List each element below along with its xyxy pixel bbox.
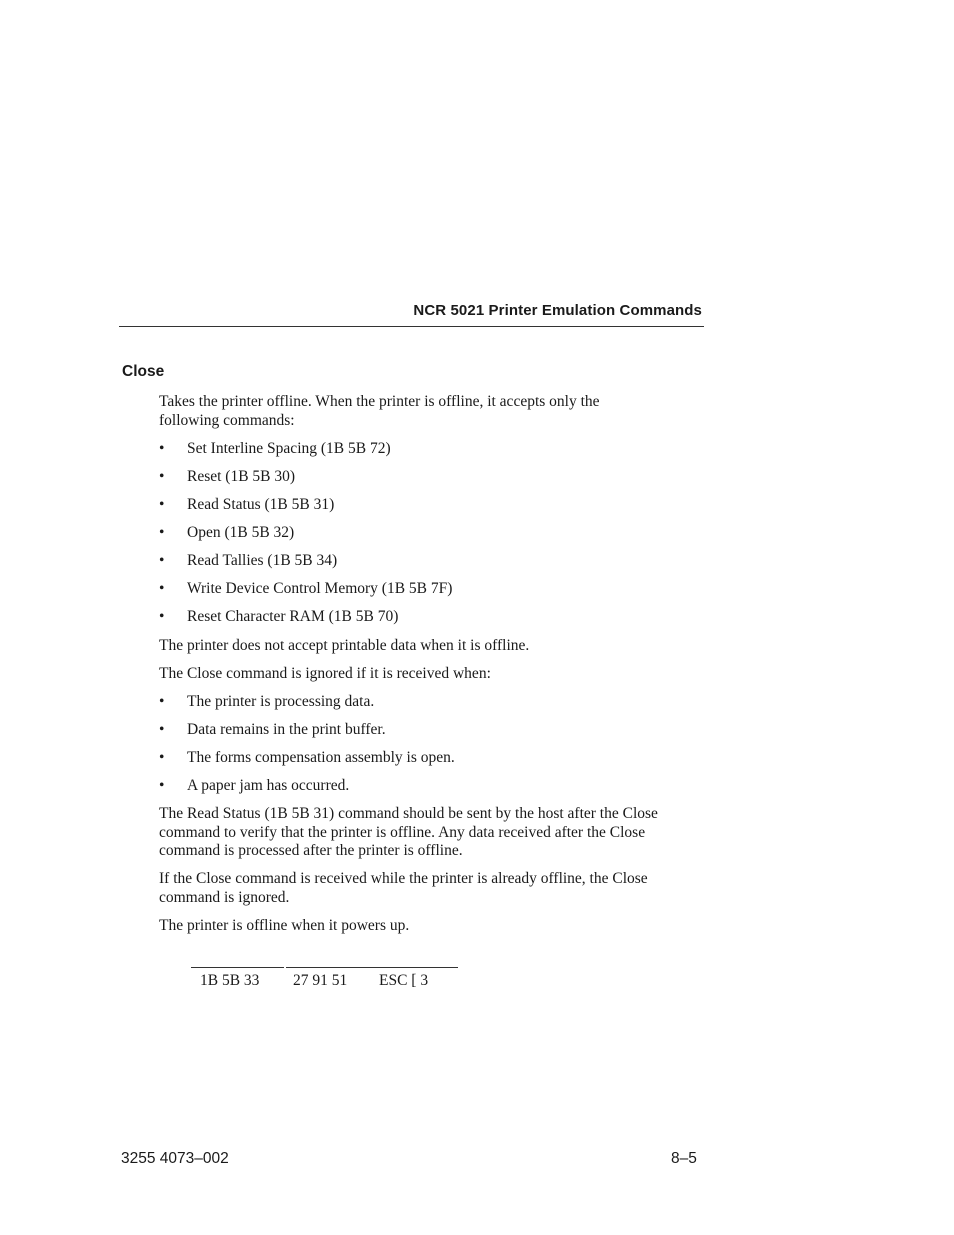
bullet-icon: • [159, 552, 165, 569]
header-rule [119, 326, 704, 327]
list-item-text: Reset (1B 5B 30) [187, 468, 296, 485]
read-status-line-3: command is processed after the printer is offline. [159, 842, 463, 859]
decimal-code-cell: 27 91 51 [293, 972, 348, 989]
running-header: NCR 5021 Printer Emulation Commands [413, 302, 702, 319]
list-item-text: Write Device Control Memory (1B 5B 7F) [187, 580, 453, 597]
already-offline-line-2: command is ignored. [159, 889, 290, 906]
list-item-text: A paper jam has occurred. [187, 777, 350, 794]
list-item-text: Read Status (1B 5B 31) [187, 496, 335, 513]
bullet-icon: • [159, 749, 165, 766]
table-rule-right [286, 967, 458, 968]
hex-code-cell: 1B 5B 33 [200, 972, 260, 989]
bullet-icon: • [159, 777, 165, 794]
bullet-icon: • [159, 693, 165, 710]
bullet-icon: • [159, 524, 165, 541]
footer-page-number: 8–5 [671, 1150, 697, 1167]
list-item-text: The forms compensation assembly is open. [187, 749, 455, 766]
table-rule-left [191, 967, 284, 968]
ignored-intro-text: The Close command is ignored if it is received when: [159, 665, 491, 682]
bullet-icon: • [159, 608, 165, 625]
power-up-text: The printer is offline when it powers up. [159, 917, 410, 934]
bullet-icon: • [159, 580, 165, 597]
bullet-icon: • [159, 721, 165, 738]
read-status-line-2: command to verify that the printer is offline. Any data received after the Close [159, 824, 646, 841]
bullet-icon: • [159, 496, 165, 513]
list-item-text: Reset Character RAM (1B 5B 70) [187, 608, 399, 625]
footer-doc-number: 3255 4073–002 [121, 1150, 229, 1167]
no-printable-data-text: The printer does not accept printable data when it is offline. [159, 637, 530, 654]
list-item-text: The printer is processing data. [187, 693, 375, 710]
ascii-code-cell: ESC [ 3 [379, 972, 429, 989]
list-item-text: Open (1B 5B 32) [187, 524, 295, 541]
bullet-icon: • [159, 440, 165, 457]
intro-line-1: Takes the printer offline. When the printer is offline, it accepts only the [159, 393, 600, 410]
already-offline-line-1: If the Close command is received while the printer is already offline, the Close [159, 870, 648, 887]
list-item-text: Set Interline Spacing (1B 5B 72) [187, 440, 391, 457]
section-title: Close [122, 363, 165, 380]
list-item-text: Read Tallies (1B 5B 34) [187, 552, 338, 569]
intro-line-2: following commands: [159, 412, 295, 429]
bullet-icon: • [159, 468, 165, 485]
list-item-text: Data remains in the print buffer. [187, 721, 386, 738]
read-status-line-1: The Read Status (1B 5B 31) command should be sent by the host after the Close [159, 805, 658, 822]
